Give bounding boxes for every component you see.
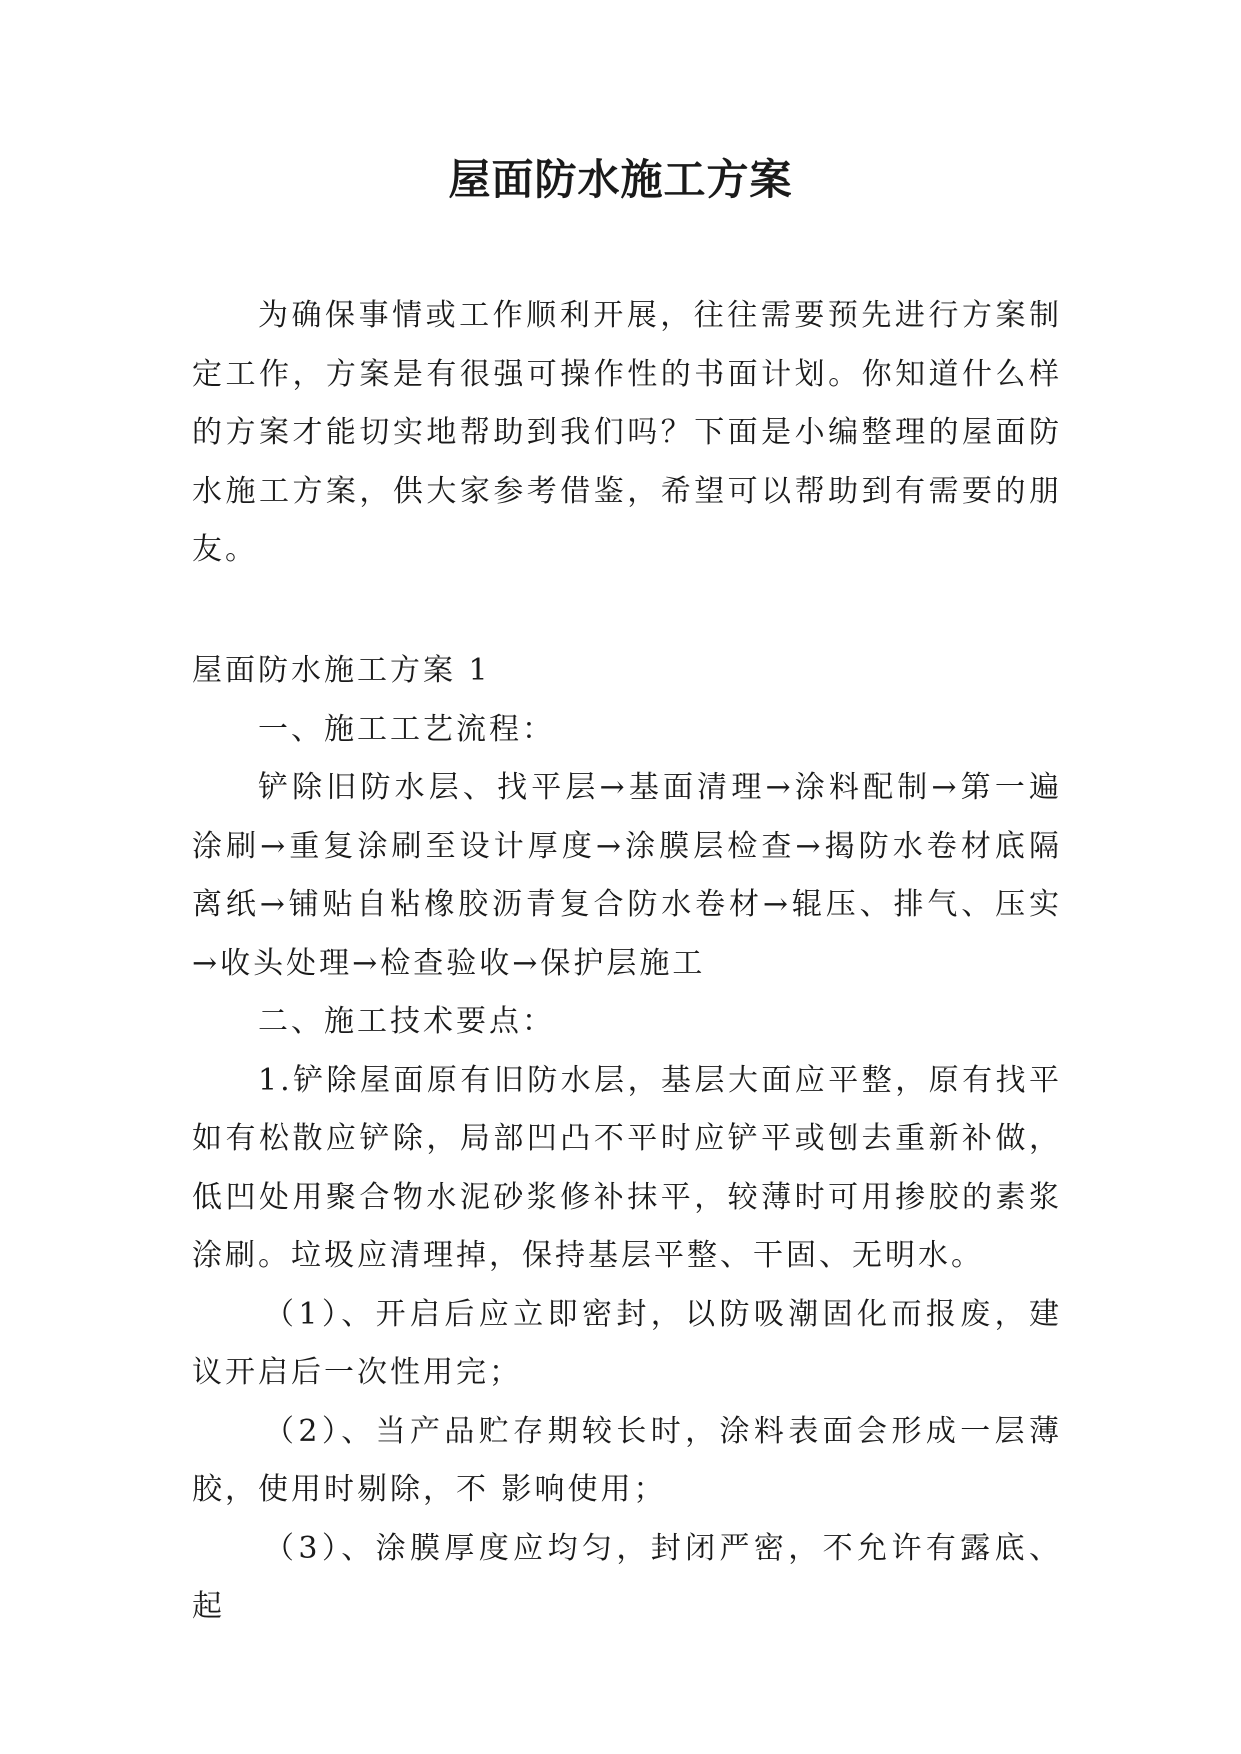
heading-process-flow: 一、施工工艺流程： [258,711,555,747]
section-title: 屋面防水施工方案 1 [192,653,491,688]
content-block [192,642,1062,1637]
sub-point-2: （2）、当产品贮存期较长时，涂料表面会形成一层薄胶，使用时剔除，不 影响使用； [192,1413,1062,1507]
process-flow-paragraph: 铲除旧防水层、找平层→基面清理→涂料配制→第一遍涂刷→重复涂刷至设计厚度→涂膜层检查→揭防水卷材底隔离纸→铺贴自粘橡胶沥青复合防水卷材→辊压、排气、压实→收头处理→检查验收→保护层施工 [192,770,1062,981]
heading-technical-points: 二、施工技术要点： [258,1004,555,1039]
sub-point-3: （3）、涂膜厚度应均匀，封闭严密，不允许有露底、起 [192,1530,1062,1624]
document-title: 屋面防水施工方案 [448,155,793,204]
point-1-paragraph: 1.铲除屋面原有旧防水层，基层大面应平整，原有找平如有松散应铲除，局部凹凸不平时应铲平或刨去重新补做，低凹处用聚合物水泥砂浆修补抹平，较薄时可用掺胶的素浆涂刷。垃圾应清理掉，保持基层平整、干固、无明水。 [192,1062,1062,1273]
intro-paragraph: 为确保事情或工作顺利开展，往往需要预先进行方案制定工作，方案是有很强可操作性的书面计划。你知道什么样的方案才能切实地帮助到我们吗？下面是小编整理的屋面防水施工方案，供大家参考借鉴，希望可以帮助到有需要的朋友。 [192,298,1062,567]
sub-point-1: （1）、开启后应立即密封，以防吸潮固化而报废，建议开启后一次性用完； [192,1296,1062,1390]
intro-block [192,287,1062,580]
